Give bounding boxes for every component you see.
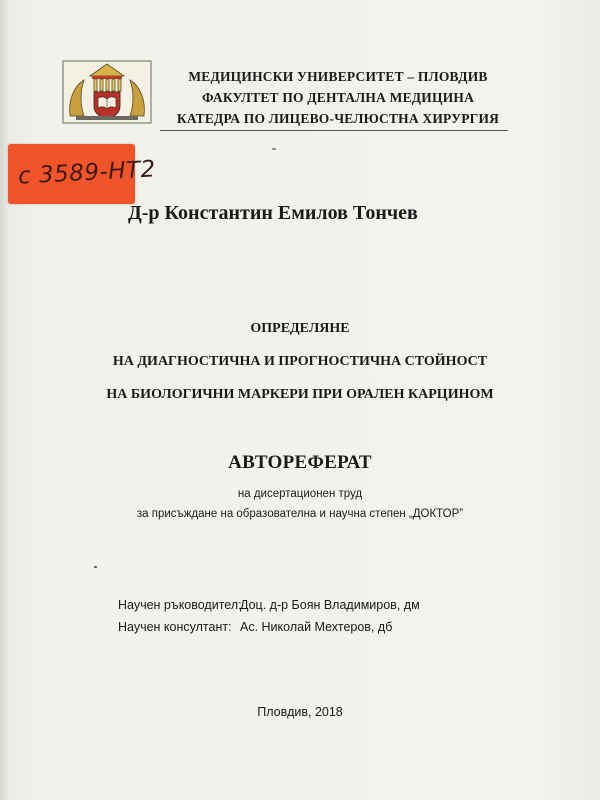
title-line-3: НА БИОЛОГИЧНИ МАРКЕРИ ПРИ ОРАЛЕН КАРЦИНОМ	[106, 387, 494, 402]
consultant-label: Научен консултант:	[118, 620, 232, 634]
place-and-year: Пловдив, 2018	[257, 705, 343, 719]
supervisor-row	[118, 594, 420, 616]
title-line-1: ОПРЕДЕЛЯНЕ	[250, 321, 350, 336]
header-divider	[160, 130, 508, 131]
university-crest-icon	[62, 60, 152, 124]
document-type-heading: АВТОРЕФЕРАТ	[228, 452, 372, 473]
subtitle-line-2: за присъждане на образователна и научна степен „ДОКТОР”	[136, 508, 464, 520]
institution-header	[168, 66, 508, 129]
paper-mark	[94, 566, 97, 568]
supervisor-label: Научен ръководител:	[118, 598, 242, 612]
department-name: КАТЕДРА ПО ЛИЦЕВО-ЧЕЛЮСТНА ХИРУРГИЯ	[176, 111, 500, 126]
author-name: Д-р Константин Емилов Тончев	[128, 202, 418, 224]
supervisor-name: Доц. д-р Боян Владимиров, дм	[240, 598, 420, 612]
title-line-2: НА ДИАГНОСТИЧНА И ПРОГНОСТИЧНА СТОЙНОСТ	[112, 354, 488, 369]
consultant-name: Ас. Николай Мехтеров, дб	[240, 620, 393, 634]
faculty-name: ФАКУЛТЕТ ПО ДЕНТАЛНА МЕДИЦИНА	[201, 90, 475, 105]
university-name: МЕДИЦИНСКИ УНИВЕРСИТЕТ – ПЛОВДИВ	[188, 69, 488, 84]
page-edge-shadow	[0, 0, 8, 800]
document-subtitle	[40, 484, 560, 524]
supervisors-block	[118, 594, 420, 638]
dissertation-title	[40, 312, 560, 411]
subtitle-line-1: на дисертационен труд	[237, 488, 363, 500]
paper-speck	[272, 148, 276, 150]
library-stamp-text: с 3589-НТ2	[17, 156, 157, 190]
consultant-row	[118, 616, 420, 638]
